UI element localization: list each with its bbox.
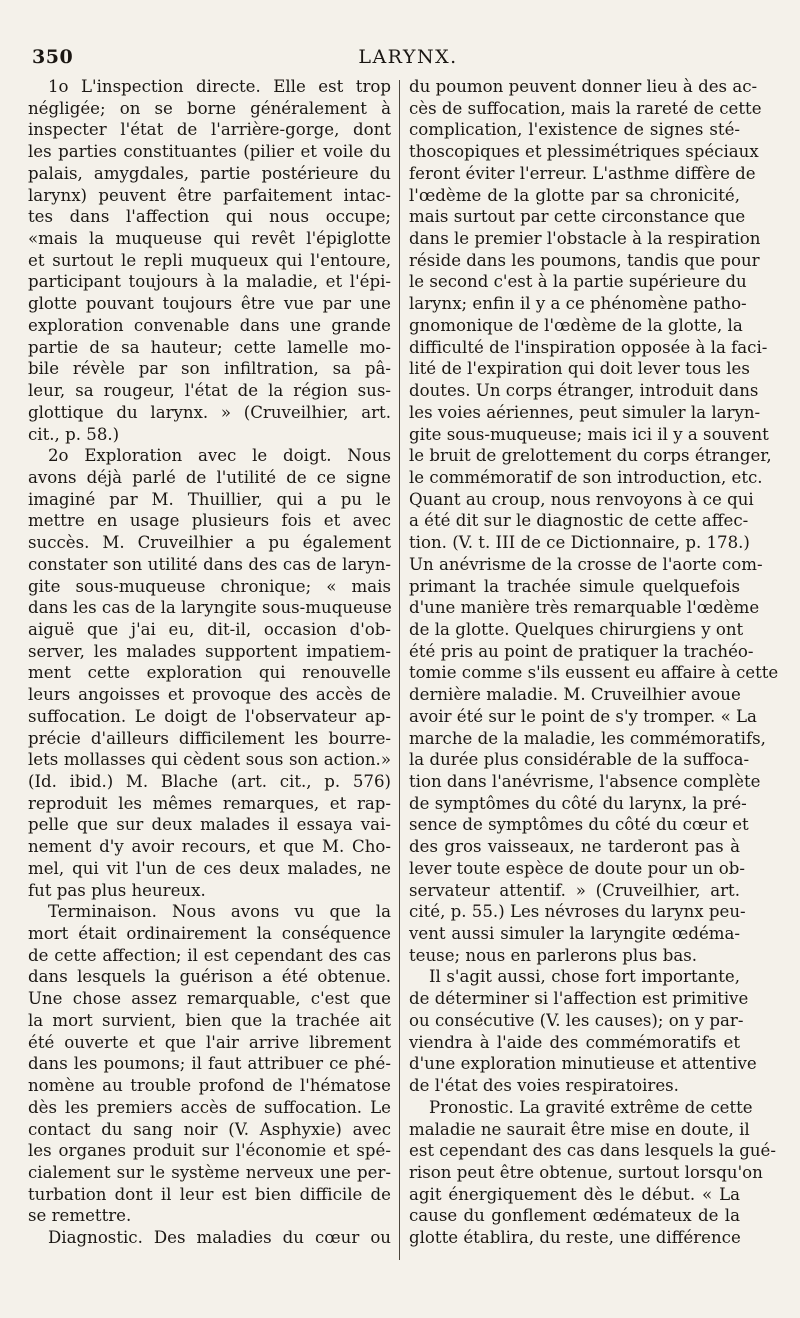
text-line: pelle que sur deux malades il essaya vai-	[28, 815, 391, 835]
running-title: LARYNX.	[358, 46, 458, 68]
text-line: turbation dont il leur est bien difficile de	[28, 1184, 391, 1204]
text-line: server, les malades supportent impatiem-	[28, 641, 391, 661]
text-line: lever toute espèce de doute pour un ob-	[409, 858, 745, 878]
text-line: sence de symptômes du côté du cœur et	[409, 815, 749, 835]
text-line: «mais la muqueuse qui revêt l'épiglotte	[28, 229, 391, 249]
text-line: exploration convenable dans une grande	[28, 315, 391, 335]
text-line: imaginé par M. Thuillier, qui a pu le	[28, 489, 391, 509]
text-line: négligée; on se borne généralement à	[28, 98, 391, 118]
text-line: (Id. ibid.) M. Blache (art. cit., p. 576)	[28, 772, 391, 791]
text-line: mel, qui vit l'un de ces deux malades, ne	[28, 858, 391, 878]
text-line: la durée plus considérable de la suffoca-	[409, 750, 750, 770]
text-line: dernière maladie. M. Cruveilhier avoue	[409, 685, 741, 705]
text-line: rison peut être obtenue, surtout lorsqu'on	[409, 1162, 763, 1182]
text-line: les parties constituantes (pilier et voile du	[28, 142, 391, 162]
text-line: est cependant des cas dans lesquels la gué-	[409, 1141, 776, 1161]
text-line: palais, amygdales, partie postérieure du	[28, 163, 391, 183]
text-line: mais surtout par cette circonstance que	[409, 207, 746, 227]
text-line: gnomonique de l'œdème de la glotte, la	[409, 315, 743, 335]
text-line: succès. M. Cruveilhier a pu également	[28, 533, 391, 553]
text-line: réside dans les poumons, tandis que pour	[409, 250, 760, 270]
text-line: dès les premiers accès de suffocation. Le	[28, 1097, 391, 1117]
text-line: avons déjà parlé de l'utilité de ce signe	[28, 467, 391, 487]
text-line: gite sous-muqueuse chronique; « mais	[28, 576, 391, 596]
text-line: glottique du larynx. » (Cruveilhier, art.	[28, 402, 391, 422]
text-line: vent aussi simuler la laryngite œdéma-	[409, 924, 740, 944]
text-line: ment cette exploration qui renouvelle	[28, 663, 391, 683]
text-line: Terminaison. Nous avons vu que la	[48, 902, 391, 922]
text-line: inspecter l'état de l'arrière-gorge, dont	[28, 120, 391, 140]
text-line: avoir été sur le point de s'y tromper. « La	[409, 706, 757, 726]
text-line: le commémoratif de son introduction, etc.	[409, 467, 763, 487]
text-line: cit., p. 58.)	[28, 424, 120, 444]
text-line: suffocation. Le doigt de l'observateur ap-	[28, 706, 391, 726]
text-line: larynx) peuvent être parfaitement intac-	[28, 185, 391, 205]
text-line: tes dans l'affection qui nous occupe;	[28, 207, 391, 227]
right-column	[409, 76, 779, 1272]
text-line: les voies aériennes, peut simuler la laryn-	[409, 402, 761, 422]
text-line: marche de la maladie, les commémoratifs,	[409, 728, 766, 748]
text-line: bile révèle par son infiltration, sa pâ-	[28, 359, 391, 379]
text-line: fut pas plus heureux.	[28, 880, 206, 900]
column-divider	[399, 80, 400, 1260]
text-line: mort était ordinairement la conséquence	[28, 924, 391, 944]
text-line: tion dans l'anévrisme, l'absence complète	[409, 772, 761, 791]
text-line: cité, p. 55.) Les névroses du larynx peu-	[409, 902, 746, 922]
text-line: dans le premier l'obstacle à la respiration	[409, 229, 761, 249]
text-line: constater son utilité dans des cas de laryn-	[28, 554, 391, 574]
text-line: thoscopiques et plessimétriques spéciaux	[409, 142, 759, 162]
text-line: dans lesquels la guérison a été obtenue.	[28, 967, 391, 987]
text-line: mettre en usage plusieurs fois et avec	[28, 511, 391, 531]
text-line: aiguë que j'ai eu, dit-il, occasion d'ob-	[28, 619, 391, 639]
text-line: difficulté de l'inspiration opposée à la faci-	[409, 337, 768, 357]
text-line: été pris au point de pratiquer la trachéo-	[409, 641, 754, 661]
text-line: Un anévrisme de la crosse de l'aorte com-	[409, 554, 763, 574]
text-line: été ouverte et que l'air arrive librement	[28, 1032, 391, 1052]
text-line: précie d'ailleurs difficilement les bourre-	[28, 728, 391, 748]
text-line: des gros vaisseaux, ne tarderont pas à	[409, 837, 740, 857]
text-line: dans les cas de la laryngite sous-muqueuse	[28, 598, 392, 618]
text-line: du poumon peuvent donner lieu à des ac-	[409, 77, 758, 96]
text-line: les organes produit sur l'économie et spé-	[28, 1141, 391, 1161]
text-line: la mort survient, bien que la trachée ait	[28, 1010, 391, 1030]
text-line: glotte établira, du reste, une différence	[409, 1228, 741, 1248]
text-line: de symptômes du côté du larynx, la pré-	[409, 793, 747, 813]
text-line: gite sous-muqueuse; mais ici il y a souvent	[409, 424, 769, 444]
text-line: glotte pouvant toujours être vue par une	[28, 294, 391, 314]
text-line: reproduit les mêmes remarques, et rap-	[28, 793, 391, 813]
text-line: participant toujours à la maladie, et l'épi-	[28, 272, 391, 292]
text-line: de la glotte. Quelques chirurgiens y ont	[409, 619, 744, 639]
text-line: doutes. Un corps étranger, introduit dans	[409, 381, 759, 401]
text-line: teuse; nous en parlerons plus bas.	[409, 945, 698, 965]
page-number: 350	[32, 46, 74, 68]
text-line: cause du gonflement œdémateux de la	[409, 1206, 740, 1226]
text-line: leur, sa rougeur, l'état de la région sus-	[28, 381, 391, 401]
text-line: Quant au croup, nous renvoyons à ce qui	[409, 489, 754, 509]
text-line: nement d'y avoir recours, et que M. Cho-	[28, 837, 391, 857]
text-line: cès de suffocation, mais la rareté de cette	[409, 98, 762, 118]
text-line: primant la trachée simule quelquefois	[409, 576, 740, 596]
text-line: tomie comme s'ils eussent eu affaire à cette	[409, 663, 779, 683]
text-line: feront éviter l'erreur. L'asthme diffère de	[409, 163, 756, 183]
text-line: d'une manière très remarquable l'œdème	[409, 598, 760, 618]
text-line: maladie ne saurait être mise en doute, il	[409, 1119, 750, 1139]
text-line: agit énergiquement dès le début. « La	[409, 1184, 740, 1204]
text-line: cialement sur le système nerveux une per-	[28, 1162, 391, 1182]
text-line: Diagnostic. Des maladies du cœur ou	[48, 1228, 391, 1248]
text-line: larynx; enfin il y a ce phénomène patho-	[409, 294, 747, 314]
left-column	[28, 76, 391, 1272]
text-line: de l'état des voies respiratoires.	[409, 1076, 679, 1096]
text-line: se remettre.	[28, 1206, 132, 1226]
text-line: de déterminer si l'affection est primitive	[409, 989, 749, 1009]
text-line: a été dit sur le diagnostic de cette affec-	[409, 511, 749, 531]
text-line: contact du sang noir (V. Asphyxie) avec	[28, 1119, 391, 1139]
text-line: tion. (V. t. III de ce Dictionnaire, p. 178.)	[409, 533, 750, 553]
text-line: viendra à l'aide des commémoratifs et	[409, 1032, 740, 1052]
text-line: ou consécutive (V. les causes); on y par-	[409, 1010, 744, 1030]
text-line: servateur attentif. » (Cruveilhier, art.	[409, 880, 740, 900]
text-line: 1o L'inspection directe. Elle est trop	[48, 77, 391, 96]
text-line: dans les poumons; il faut attribuer ce phé-	[28, 1054, 391, 1074]
text-line: partie de sa hauteur; cette lamelle mo-	[28, 337, 391, 357]
text-line: l'œdème de la glotte par sa chronicité,	[409, 185, 740, 205]
text-line: leurs angoisses et provoque des accès de	[28, 685, 391, 705]
text-line: lets mollasses qui cèdent sous son action.»	[28, 750, 391, 770]
text-line: le second c'est à la partie supérieure du	[409, 272, 747, 292]
text-line: nomène au trouble profond de l'hématose	[28, 1076, 391, 1096]
text-line: lité de l'expiration qui doit lever tous les	[409, 359, 750, 379]
text-line: d'une exploration minutieuse et attentive	[409, 1054, 757, 1074]
text-line: Pronostic. La gravité extrême de cette	[429, 1097, 753, 1117]
text-line: 2o Exploration avec le doigt. Nous	[48, 446, 391, 466]
text-line: Une chose assez remarquable, c'est que	[28, 989, 391, 1009]
text-line: Il s'agit aussi, chose fort importante,	[429, 967, 740, 987]
text-line: et surtout le repli muqueux qui l'entoure,	[28, 250, 391, 270]
text-line: complication, l'existence de signes sté-	[409, 120, 740, 140]
page-header	[28, 46, 788, 74]
text-line: de cette affection; il est cependant des cas	[28, 945, 391, 965]
text-line: le bruit de grelottement du corps étranger,	[409, 446, 772, 466]
